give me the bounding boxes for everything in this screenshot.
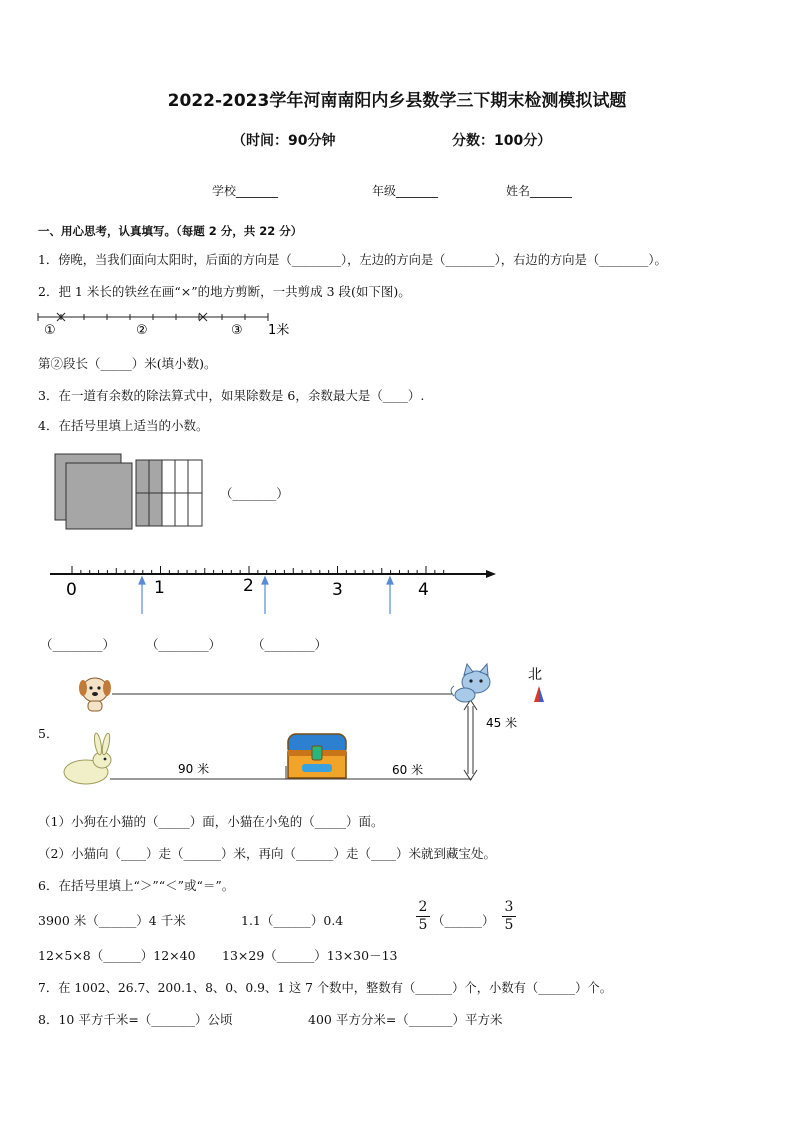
- compare-blank-3[interactable]: （______）: [432, 913, 495, 928]
- length-label: 1米: [268, 323, 290, 338]
- compare-item-1: 3900 米（______）4 千米: [38, 913, 186, 928]
- numberline-blank-2[interactable]: （________）: [146, 637, 222, 652]
- compare-item-4: 12×5×8（______）12×40: [38, 948, 196, 963]
- compare-item-2: 1.1（______）0.4: [241, 913, 344, 928]
- north-label: 北: [528, 667, 542, 683]
- segment-label-3: ③: [231, 323, 243, 338]
- exam-time: （时间：90分钟: [232, 133, 336, 149]
- distance-45m: 45 米: [486, 716, 518, 730]
- name-field[interactable]: 姓名_______: [506, 184, 573, 198]
- distance-90m: 90 米: [178, 762, 210, 776]
- numberline-blank-1[interactable]: （________）: [40, 637, 116, 652]
- question-3: 3．在一道有余数的除法算式中，如果除数是 6，余数最大是（____）.: [38, 388, 425, 403]
- treasure-chest-icon: [288, 734, 346, 778]
- fraction-2: [502, 899, 516, 933]
- question-8-a: 8．10 平方千米=（_______）公顷: [38, 1012, 233, 1027]
- compass-arrow-icon: [534, 686, 544, 702]
- decimal-squares-figure: [50, 448, 210, 534]
- fraction-1: [416, 899, 430, 933]
- question-2-ask: 第②段长（_____）米(填小数)。: [38, 356, 217, 371]
- cat-icon: [451, 664, 490, 702]
- tick-label-0: 0: [66, 580, 77, 600]
- exam-score: 分数：100分）: [452, 133, 552, 149]
- grade-field[interactable]: 年级_______: [372, 184, 439, 198]
- rabbit-icon: [64, 733, 111, 784]
- fraction-1-numerator: 2: [418, 899, 428, 915]
- wire-ruler-diagram: [30, 308, 310, 340]
- school-field[interactable]: 学校_______: [212, 184, 279, 198]
- compare-item-5: 13×29（______）13×30－13: [222, 948, 398, 963]
- segment-label-2: ②: [136, 323, 148, 338]
- segment-label-1: ①: [44, 323, 56, 338]
- squares-answer-blank[interactable]: （_______）: [220, 486, 289, 501]
- page-title: 2022-2023学年河南南阳内乡县数学三下期末检测模拟试题: [167, 91, 627, 111]
- fraction-2-denominator: 5: [502, 916, 516, 933]
- tick-label-4: 4: [418, 580, 429, 600]
- section-heading: 一、用心思考，认真填写。（每题 2 分，共 22 分）: [38, 224, 303, 238]
- question-6: 6．在括号里填上“＞”“＜”或“＝”。: [38, 878, 235, 893]
- question-2: 2．把 1 米长的铁丝在画“×”的地方剪断，一共剪成 3 段(如下图)。: [38, 284, 411, 299]
- tick-label-1: 1: [154, 578, 165, 598]
- question-4: 4．在括号里填上适当的小数。: [38, 418, 209, 433]
- question-7: 7．在 1002、26.7、200.1、8、0、0.9、1 这 7 个数中，整数有（______）个，小数有（______）个。: [38, 981, 612, 995]
- tick-label-2: 2: [243, 576, 254, 596]
- fraction-1-denominator: 5: [416, 916, 430, 933]
- number-line: [40, 558, 510, 622]
- tick-label-3: 3: [332, 580, 343, 600]
- question-5-2: （2）小猫向（____）走（______）米，再向（______）走（____）米就到藏宝处。: [38, 846, 496, 861]
- distance-60m: 60 米: [392, 763, 424, 777]
- dog-icon: [79, 678, 111, 711]
- question-5-1: （1）小狗在小猫的（_____）面，小猫在小兔的（_____）面。: [38, 814, 384, 829]
- numberline-blank-3[interactable]: （________）: [252, 637, 328, 652]
- question-8-b: 400 平方分米=（_______）平方米: [308, 1012, 503, 1027]
- fraction-2-numerator: 3: [504, 899, 514, 915]
- question-5-number: 5．: [38, 726, 59, 741]
- treasure-map-diagram: [50, 660, 570, 790]
- question-1: 1．傍晚，当我们面向太阳时，后面的方向是（________），左边的方向是（________），右边的方向是（________）。: [38, 253, 667, 267]
